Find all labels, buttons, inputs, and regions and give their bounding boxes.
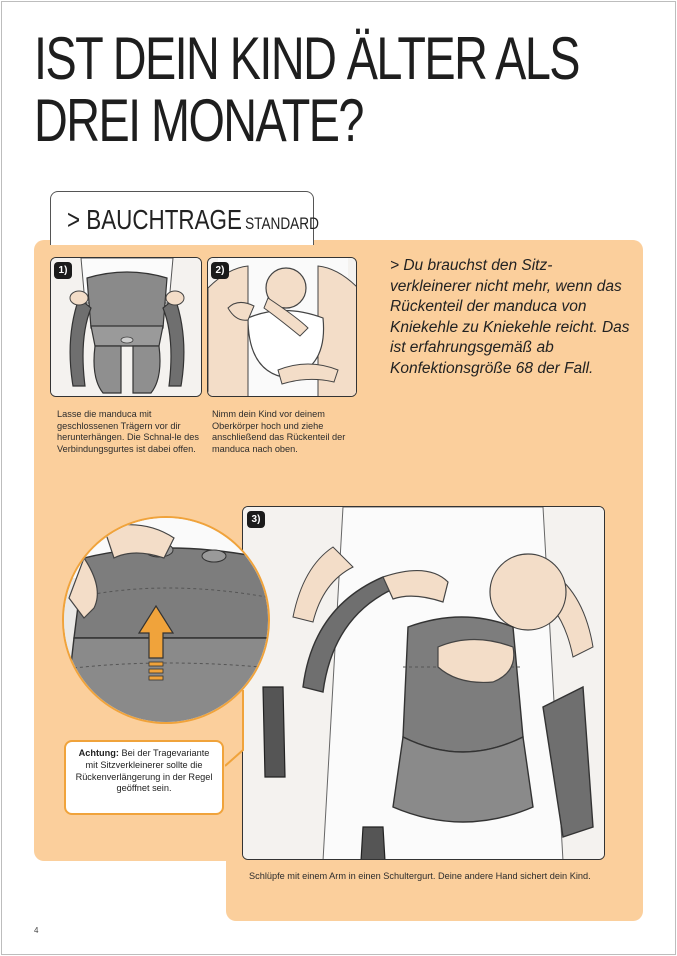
section-tab-main: > BAUCHTRAGE <box>67 204 242 235</box>
detail-zoom-circle <box>62 516 270 724</box>
intro-text: > Du brauchst den Sitz-verkleinerer nicht mehr, wenn das Rückenteil der manduca von Kniekehle zu Kniekehle reicht. Das ist erfahrungsgemäß ab Konfektionsgröße 68 der Fall. <box>390 257 630 377</box>
step-3-caption: Schlüpfe mit einem Arm in einen Schultergurt. Deine andere Hand sichert dein Kind. <box>249 871 591 881</box>
title-line-1: IST DEIN KIND ÄLTER ALS <box>34 25 579 92</box>
step-2-badge: 2) <box>211 262 229 279</box>
step-1-badge: 1) <box>54 262 72 279</box>
attention-label: Achtung: <box>78 748 119 758</box>
section-tab-sub: STANDARD <box>245 214 319 233</box>
step-1-caption: Lasse die manduca mit geschlossenen Trägern vor dir herunterhängen. Die Schnal-le des Verbindungsgurtes ist dabei offen. <box>57 409 199 454</box>
step-2-illustration <box>207 257 357 397</box>
title-line-2: DREI MONATE? <box>34 87 363 154</box>
attention-callout <box>64 740 224 815</box>
page-number: 4 <box>34 926 39 935</box>
step-3-badge: 3) <box>247 511 265 528</box>
caption-panel-background <box>226 850 643 921</box>
section-tab <box>50 191 319 245</box>
step-3-illustration <box>242 506 605 860</box>
page-title <box>34 25 579 154</box>
step-1-illustration <box>50 257 202 397</box>
step-2-caption: Nimm dein Kind vor deinem Oberkörper hoch und ziehe anschließend das Rückenteil der manduca nach oben. <box>212 409 346 454</box>
attention-text: Bei der Tragevariante mit Sitzverkleinerer sollte die Rückenverlängerung in der Regel geöffnet sein. <box>75 748 213 794</box>
